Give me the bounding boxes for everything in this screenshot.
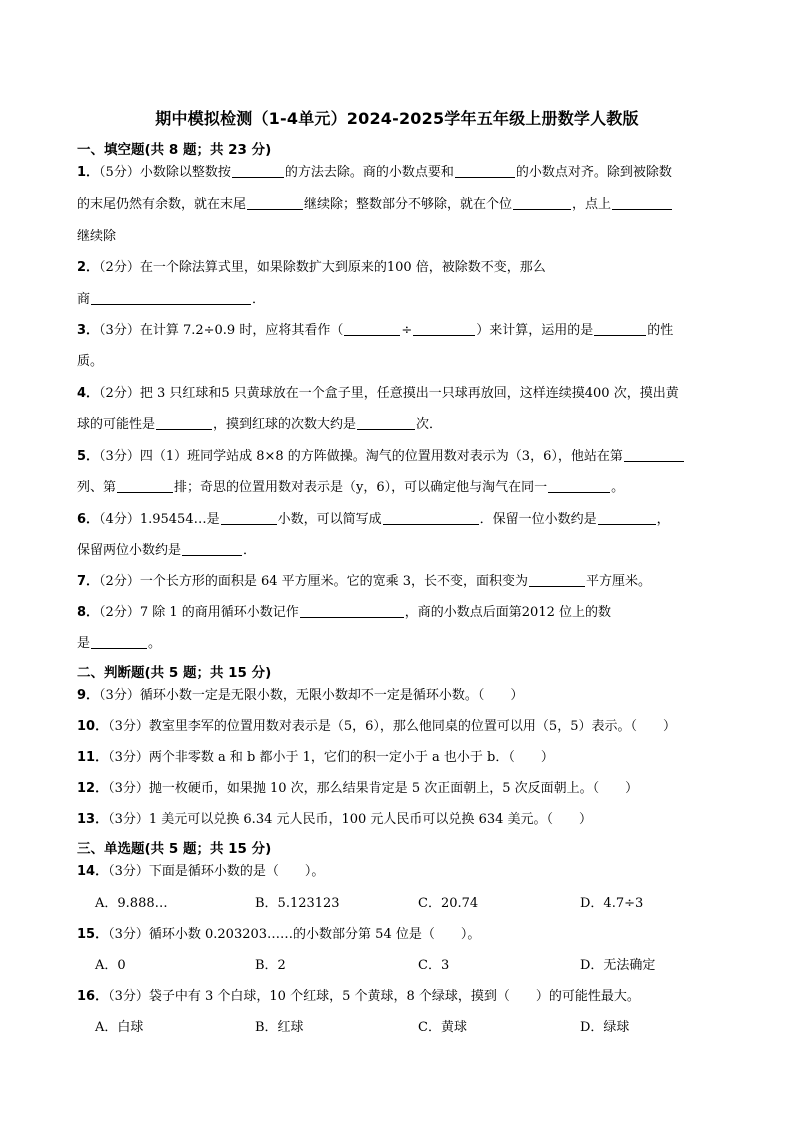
answer-blank[interactable] — [624, 447, 684, 462]
answer-blank[interactable] — [91, 634, 147, 649]
answer-blank[interactable] — [221, 510, 277, 525]
question-text: 平方厘米。 — [586, 574, 652, 589]
answer-blank[interactable] — [548, 478, 610, 493]
question-4-line-2 — [77, 415, 747, 435]
question-text: 的末尾仍然有余数，就在末尾 — [77, 197, 247, 212]
question-number: 8． — [77, 605, 100, 620]
question-text: ，摸到红球的次数大约是 — [213, 417, 357, 432]
question-score: （3分） — [108, 781, 149, 796]
question-score: （3分） — [108, 864, 149, 879]
question-score: （4分） — [99, 512, 140, 527]
question-number: 14． — [77, 864, 109, 879]
question-1-line-1 — [77, 163, 747, 183]
answer-blank[interactable] — [413, 321, 475, 336]
answer-blank[interactable] — [383, 510, 479, 525]
question-11 — [77, 748, 747, 768]
question-text: 7 除 1 的商用循环小数记作 — [139, 605, 299, 620]
question-number: 2． — [77, 260, 100, 275]
question-15 — [77, 925, 747, 945]
question-text: 在一个除法算式里，如果除数扩大到原来的100 倍，被除数不变，那么 — [139, 260, 546, 275]
question-16 — [77, 987, 747, 1007]
question-8-line-2 — [77, 634, 747, 654]
option-b[interactable]: B．2 — [255, 958, 286, 973]
option-b[interactable]: B．5.123123 — [255, 896, 340, 911]
question-text: 小数，可以简写成 — [277, 512, 382, 527]
question-score: （3分） — [99, 323, 140, 338]
question-text: 袋子中有 3 个白球，10 个红球，5 个黄球，8 个绿球，摸到（ ）的可能性最大。 — [148, 989, 640, 1004]
question-score: （5分） — [99, 165, 140, 180]
option-d[interactable]: D．无法确定 — [580, 958, 656, 973]
question-text: ， — [656, 512, 670, 527]
question-text: 继续除；整数部分不够除，就在个位 — [304, 197, 513, 212]
answer-blank[interactable] — [300, 603, 404, 618]
question-text: ）来计算，运用的是 — [476, 323, 594, 338]
question-6-line-2 — [77, 541, 747, 561]
option-c[interactable]: C．3 — [418, 958, 450, 973]
question-text: ．保留一位小数约是 — [479, 512, 597, 527]
answer-blank[interactable] — [513, 195, 571, 210]
question-2-line-2 — [77, 290, 747, 310]
question-number: 10． — [77, 719, 109, 734]
question-text: 下面是循环小数的是（ ）。 — [148, 864, 325, 879]
option-c[interactable]: C．黄球 — [418, 1020, 467, 1035]
question-number: 5． — [77, 449, 100, 464]
answer-blank[interactable] — [598, 510, 656, 525]
question-score: （3分） — [99, 688, 140, 703]
question-text: 次． — [416, 417, 443, 432]
question-number: 3． — [77, 323, 100, 338]
option-b[interactable]: B．红球 — [255, 1020, 304, 1035]
question-text: 。 — [611, 480, 625, 495]
answer-blank[interactable] — [232, 163, 284, 178]
question-5-line-2 — [77, 478, 747, 498]
answer-blank[interactable] — [117, 478, 173, 493]
section-heading-multiple-choice: 三、单选题(共 5 题；共 15 分) — [77, 841, 272, 857]
answer-blank[interactable] — [594, 321, 646, 336]
question-text: 两个非零数 a 和 b 都小于 1，它们的积一定小于 a 也小于 b．（ ） — [148, 750, 554, 765]
question-text: ，点上 — [572, 197, 612, 212]
question-6-line-1 — [77, 510, 747, 530]
question-score: （3分） — [108, 750, 149, 765]
question-score: （2分） — [99, 574, 140, 589]
question-score: （2分） — [99, 260, 140, 275]
question-13 — [77, 810, 747, 830]
question-7 — [77, 572, 747, 592]
question-number: 9． — [77, 688, 100, 703]
question-8-line-1 — [77, 603, 747, 623]
question-9 — [77, 686, 747, 706]
question-text: 列、第 — [77, 480, 117, 495]
question-text: 商 — [77, 292, 91, 307]
question-score: （3分） — [108, 719, 149, 734]
option-d[interactable]: D．绿球 — [580, 1020, 630, 1035]
question-5-line-1 — [77, 447, 747, 467]
answer-blank[interactable] — [182, 541, 242, 556]
question-text: 1.95454…是 — [139, 512, 220, 527]
question-text: ． — [252, 292, 266, 307]
question-1-line-2 — [77, 195, 747, 215]
question-text: 教室里李军的位置用数对表示是（5，6），那么他同桌的位置可以用（5，5）表示。（ ） — [148, 719, 676, 734]
question-12 — [77, 779, 747, 799]
answer-blank[interactable] — [156, 415, 212, 430]
question-number: 6． — [77, 512, 100, 527]
question-number: 11． — [77, 750, 109, 765]
question-text: 的方法去除。商的小数点要和 — [284, 165, 454, 180]
question-4-line-1 — [77, 384, 747, 404]
question-3-line-2: 质。 — [77, 354, 104, 369]
question-text: 抛一枚硬币，如果抛 10 次，那么结果肯定是 5 次正面朝上，5 次反面朝上。（ ） — [148, 781, 639, 796]
question-text: 。 — [148, 636, 162, 651]
question-text: 小数除以整数按 — [139, 165, 231, 180]
question-score: （3分） — [108, 927, 149, 942]
section-heading-fill-in: 一、填空题(共 8 题；共 23 分) — [77, 142, 272, 158]
question-2-line-1 — [77, 258, 747, 278]
question-number: 1． — [77, 165, 100, 180]
answer-blank[interactable] — [344, 321, 400, 336]
answer-blank[interactable] — [91, 290, 251, 305]
question-text: 循环小数 0.203203……的小数部分第 54 位是（ ）。 — [148, 927, 481, 942]
question-3-line-1 — [77, 321, 747, 341]
question-number: 16． — [77, 989, 109, 1004]
page-title: 期中模拟检测（1-4单元）2024-2025学年五年级上册数学人教版 — [155, 109, 639, 128]
question-text: 1 美元可以兑换 6.34 元人民币，100 元人民币可以兑换 634 美元。（ ） — [148, 812, 593, 827]
question-text: 循环小数一定是无限小数，无限小数却不一定是循环小数。（ ） — [139, 688, 524, 703]
question-text: 排；奇思的位置用数对表示是（y，6），可以确定他与淘气在同一 — [174, 480, 548, 495]
option-c[interactable]: C．20.74 — [418, 896, 479, 911]
question-score: （2分） — [99, 386, 140, 401]
question-text: ，商的小数点后面第2012 位上的数 — [404, 605, 611, 620]
question-score: （3分） — [99, 449, 140, 464]
option-a[interactable]: A．9.888… — [95, 896, 168, 911]
question-10 — [77, 717, 747, 737]
question-number: 7． — [77, 574, 100, 589]
question-text: 的小数点对齐。除到被除数 — [515, 165, 672, 180]
option-a[interactable]: A．白球 — [95, 1020, 144, 1035]
question-text: ． — [243, 543, 257, 558]
question-text: 的性 — [647, 323, 674, 338]
answer-blank[interactable] — [247, 195, 303, 210]
section-heading-true-false: 二、判断题(共 5 题；共 15 分) — [77, 665, 272, 681]
question-number: 15． — [77, 927, 109, 942]
question-text: 在计算 7.2÷0.9 时，应将其看作（ — [139, 323, 344, 338]
question-number: 12． — [77, 781, 109, 796]
answer-blank[interactable] — [357, 415, 415, 430]
question-text: 是 — [77, 636, 91, 651]
question-text: ÷ — [401, 323, 413, 338]
answer-blank[interactable] — [529, 572, 585, 587]
question-text: 保留两位小数约是 — [77, 543, 182, 558]
question-text: 四（1）班同学站成 8×8 的方阵做操。淘气的位置用数对表示为（3，6），他站在第 — [139, 449, 623, 464]
question-score: （2分） — [99, 605, 140, 620]
question-14 — [77, 862, 747, 882]
option-d[interactable]: D．4.7÷3 — [580, 896, 644, 911]
question-text: 球的可能性是 — [77, 417, 156, 432]
question-number: 4． — [77, 386, 100, 401]
option-a[interactable]: A．0 — [95, 958, 126, 973]
question-text: 一个长方形的面积是 64 平方厘米。它的宽乘 3，长不变，面积变为 — [139, 574, 529, 589]
answer-blank[interactable] — [455, 163, 515, 178]
answer-blank[interactable] — [612, 195, 672, 210]
question-score: （3分） — [108, 989, 149, 1004]
question-score: （3分） — [108, 812, 149, 827]
question-text: 把 3 只红球和5 只黄球放在一个盒子里，任意摸出一只球再放回，这样连续摸400 次，摸出黄 — [139, 386, 679, 401]
question-number: 13． — [77, 812, 109, 827]
question-1-line-3: 继续除 — [77, 229, 117, 244]
